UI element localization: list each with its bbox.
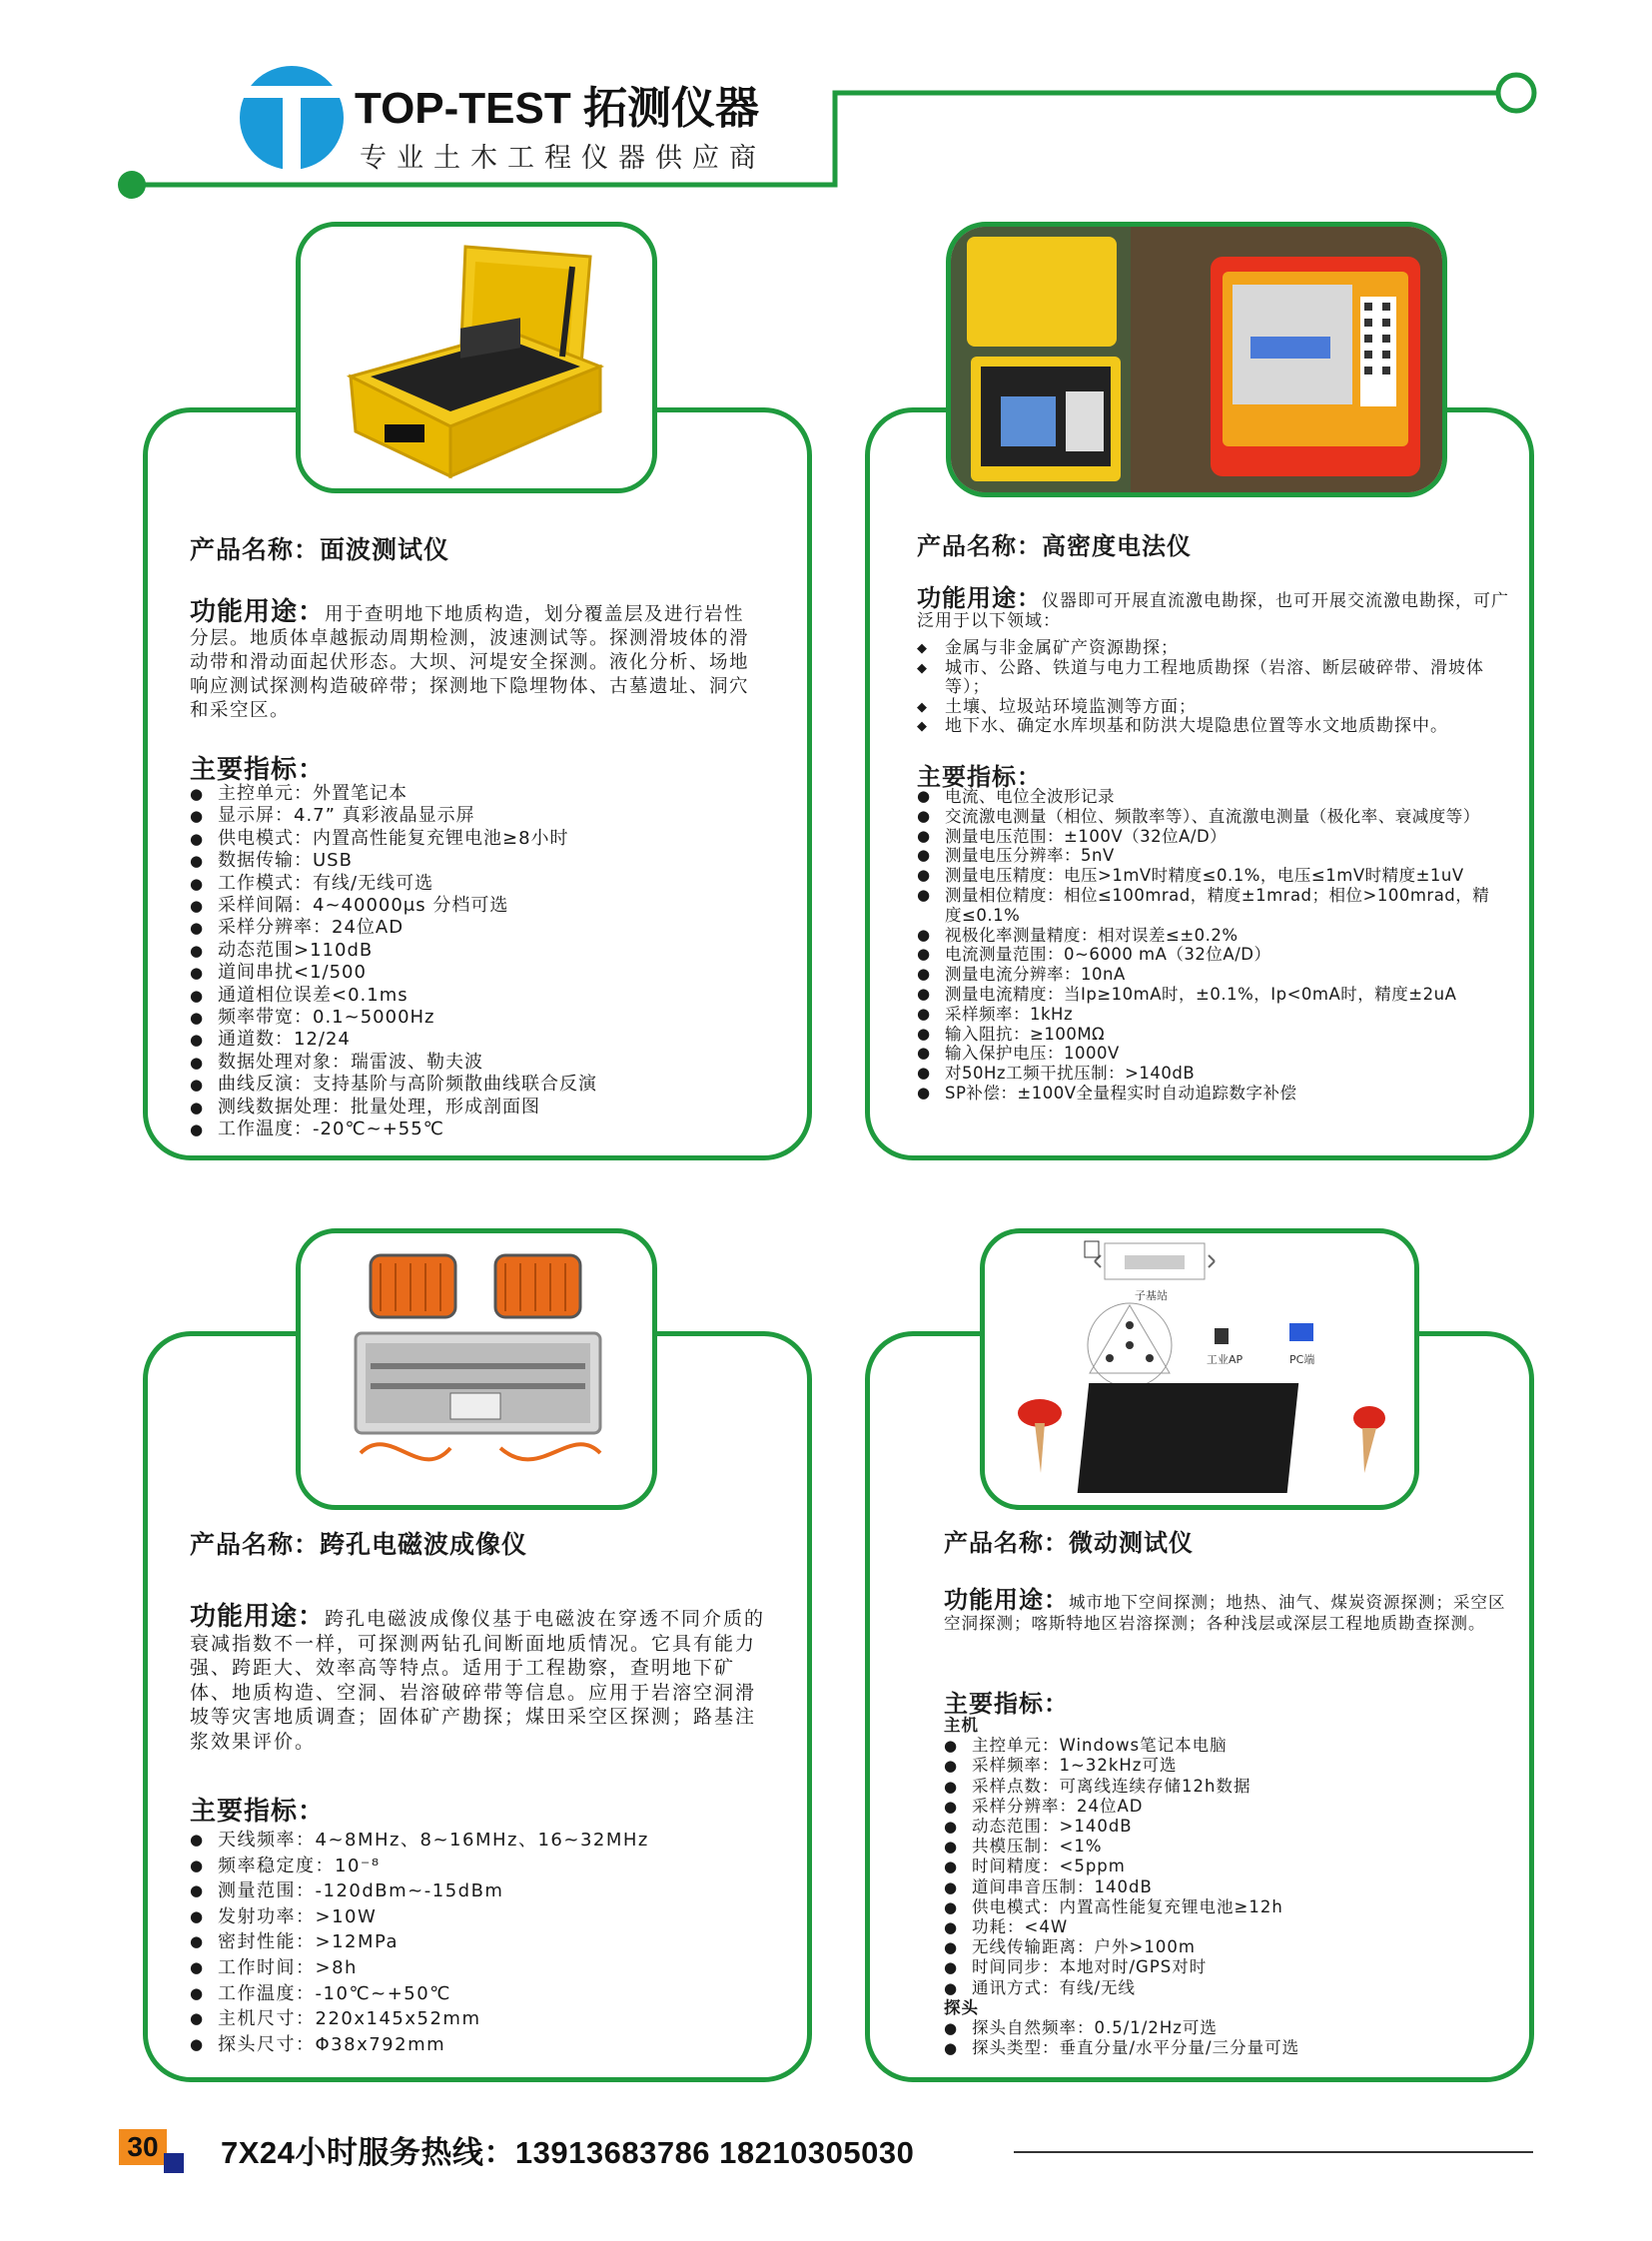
footer-divider [1014,2151,1533,2153]
list-item: ● 电流测量范围：0~6000 mA（32位A/D） [917,945,1506,965]
list-item: ● 曲线反演：支持基阶与高阶频散曲线联合反演 [190,1074,597,1096]
spec-list [190,1828,649,2057]
usage-label: 功能用途： [190,597,326,627]
spec-heading: 主要指标： [190,755,326,785]
list-item: ● 视极化率测量精度：相对误差≤±0.2% [917,926,1506,946]
list-item: ● 工作温度：-10℃~+50℃ [190,1981,649,2007]
list-item: ● 动态范围：>140dB [944,1817,1299,1837]
product-name: 产品名称：面波测试仪 [190,535,450,564]
brand-tagline: 专业土木工程仪器供应商 [360,143,766,174]
list-item: ● 通道相位误差<0.1ms [190,985,597,1007]
list-item: ● 共模压制：<1% [944,1837,1299,1857]
list-item: ● 通讯方式：有线/无线 [944,1978,1299,1998]
list-item: ● 供电模式：内置高性能复充锂电池≥8小时 [190,828,597,850]
list-item: ● 工作温度：-20℃~+55℃ [190,1119,597,1140]
spec-list [944,1716,1299,2058]
list-item: ◆ 城市、公路、铁道与电力工程地质勘探（岩溶、断层破碎带、滑坡体等）； [917,659,1516,698]
service-hotline: 7X24小时服务热线：13913683786 18210305030 [221,2135,915,2170]
list-item: ● 工作时间：>8h [190,1955,649,1981]
diagram-label-pc: PC端 [1289,1353,1315,1366]
spec-list [917,787,1506,1104]
list-item: ● 采样频率：1~32kHz可选 [944,1756,1299,1776]
list-item: ● 交流激电测量（相位、频散率等）、直流激电测量（极化率、衰减度等） [917,807,1506,827]
list-item: ● 时间精度：<5ppm [944,1857,1299,1876]
list-item: ● 天线频率：4~8MHz、8~16MHz、16~32MHz [190,1828,649,1854]
spec-list [190,783,597,1141]
list-item: ● 输入阻抗：≥100MΩ [917,1025,1506,1045]
diagram-label-sub-station: 子基站 [1135,1289,1168,1302]
list-item: ● 采样点数：可离线连续存储12h数据 [944,1777,1299,1797]
product-usage [917,584,1516,631]
list-item: ● 采样分辨率：24位AD [944,1797,1299,1817]
list-item: ● 频率带宽：0.1~5000Hz [190,1007,597,1029]
list-item: ● 通道数：12/24 [190,1029,597,1051]
list-item: ● 主控单元：外置笔记本 [190,783,597,805]
crosshole-instrument-icon [301,1233,652,1505]
list-item: ● 频率稳定度：10⁻⁸ [190,1854,649,1879]
usage-text: 跨孔电磁波成像仪基于电磁波在穿透不同介质的衰减指数不一样，可探测两钻孔间断面地质情况。它具有能力强、跨距大、效率高等特点。适用于工程勘察，查明地下矿体、地质构造、空洞、岩溶破碎带等信息。应用于岩溶空洞滑坡等灾害地质调查；固体矿产勘探；煤田采空区探测；路基注浆效果评价。 [190,1608,766,1753]
list-item: ● 显示屏：4.7” 真彩液晶显示屏 [190,805,597,827]
list-item: ● 采样分辨率：24位AD [190,917,597,939]
list-item: ● 供电模式：内置高性能复充锂电池≥12h [944,1897,1299,1917]
list-item: ● 发射功率：>10W [190,1904,649,1930]
list-item: ● 密封性能：>12MPa [190,1929,649,1955]
usage-text: 城市地下空间探测；地热、油气、煤炭资源探测；采空区空洞探测；喀斯特地区岩溶探测；各种浅层或深层工程地质勘查探测。 [944,1593,1506,1633]
resistivity-instrument-icon [951,227,1442,492]
list-item: ● 探头自然频率：0.5/1/2Hz可选 [944,2018,1299,2038]
spec-heading: 主要指标： [917,763,1042,791]
list-item: ● 电流、电位全波形记录 [917,787,1506,807]
usage-list [917,639,1516,737]
list-item: ● 数据传输：USB [190,850,597,872]
diagram-label-industrial-ap: 工业AP [1207,1353,1243,1366]
list-item: ● 数据处理对象：瑞雷波、勒夫波 [190,1052,597,1074]
list-item: ● 主机尺寸：220x145x52mm [190,2006,649,2032]
list-item: ● 对50Hz工频干扰压制：>140dB [917,1064,1506,1084]
list-item: ● 功耗：<4W [944,1917,1299,1937]
product-name: 产品名称：微动测试仪 [944,1529,1194,1557]
list-item: ● 测量电压范围：±100V（32位A/D） [917,827,1506,847]
list-item: ● 输入保护电压：1000V [917,1044,1506,1064]
usage-label: 功能用途： [190,1602,326,1632]
list-item: ● 测量相位精度：相位≤100mrad，精度±1mrad；相位>100mrad，精度≤0.1% [917,886,1506,926]
product-name: 产品名称：跨孔电磁波成像仪 [190,1530,528,1559]
list-item: ● 道间串扰<1/500 [190,962,597,984]
spec-subheading-probe: 探头 [944,1997,979,2017]
product-photo-crosshole-em [296,1228,657,1510]
surface-wave-instrument-icon [301,227,652,488]
usage-text: 仪器即可开展直流激电勘探，也可开展交流激电勘探，可广泛用于以下领域： [917,591,1509,631]
brand-title: TOP-TEST 拓测仪器 [355,84,759,133]
product-photo-surface-wave [296,222,657,493]
usage-label: 功能用途： [917,584,1042,612]
list-item: ● 采样间隔：4~40000μs 分档可选 [190,895,597,917]
list-item: ◆ 地下水、确定水库坝基和防洪大堤隐患位置等水文地质勘探中。 [917,717,1516,737]
product-usage [190,1602,767,1754]
list-item: ● 测量范围：-120dBm~-15dBm [190,1878,649,1904]
spec-subheading-host: 主机 [944,1716,979,1735]
product-photo-resistivity [946,222,1447,497]
page-number: 30 [119,2129,167,2165]
list-item: ● 测量电流精度：当Ip≥10mA时，±0.1%，Ip<0mA时，精度±2uA [917,985,1506,1005]
product-usage [190,597,750,723]
spec-heading: 主要指标： [944,1690,1069,1718]
list-item: ● 动态范围>110dB [190,940,597,962]
product-name: 产品名称：高密度电法仪 [917,532,1192,560]
list-item: ◆ 金属与非金属矿产资源勘探； [917,639,1516,659]
usage-text: 用于查明地下地质构造，划分覆盖层及进行岩性分层。地质体卓越振动周期检测，波速测试等。探测滑坡体的滑动带和滑动面起伏形态。大坝、河堤安全探测。液化分析、场地响应测试探测构造破碎带；探测地下隐埋物体、古墓遗址、洞穴和采空区。 [190,604,750,721]
list-item: ● 采样频率：1kHz [917,1005,1506,1025]
list-item: ● 时间同步：本地对时/GPS对时 [944,1957,1299,1977]
product-usage [944,1586,1511,1634]
list-item: ◆ 土壤、垃圾站环境监测等方面； [917,698,1516,718]
list-item: ● 道间串音压制：140dB [944,1877,1299,1897]
list-item: ● 测量电流分辨率：10nA [917,965,1506,985]
list-item: ● 测线数据处理：批量处理，形成剖面图 [190,1097,597,1119]
microtremor-system-diagram [985,1233,1414,1505]
list-item: ● 测量电压分辨率：5nV [917,846,1506,866]
list-item: ● 无线传输距离：户外>100m [944,1937,1299,1957]
usage-label: 功能用途： [944,1586,1069,1614]
list-item: ● SP补偿：±100V全量程实时自动追踪数字补偿 [917,1084,1506,1104]
page-number-marker [164,2153,184,2173]
list-item: ● 测量电压精度：电压>1mV时精度≤0.1%，电压≤1mV时精度±1uV [917,866,1506,886]
list-item: ● 工作模式：有线/无线可选 [190,873,597,895]
list-item: ● 主控单元：Windows笔记本电脑 [944,1736,1299,1756]
product-photo-microtremor [980,1228,1419,1510]
list-item: ● 探头类型：垂直分量/水平分量/三分量可选 [944,2038,1299,2058]
spec-heading: 主要指标： [190,1797,326,1827]
list-item: ● 探头尺寸：Φ38x792mm [190,2032,649,2058]
header-line-decoration [0,0,1652,220]
